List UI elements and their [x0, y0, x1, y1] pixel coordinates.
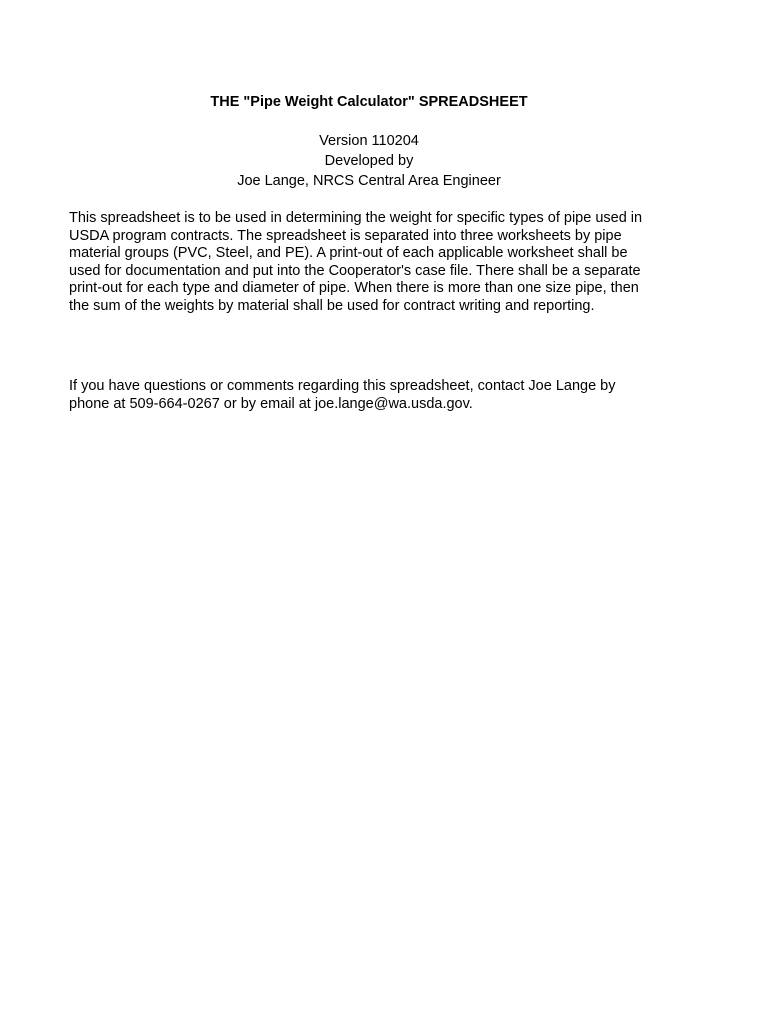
contact-line: phone at 509-664-0267 or by email at joe.lange@wa.usda.gov.	[69, 395, 473, 412]
developed-by-label: Developed by	[324, 153, 414, 169]
document-title: THE "Pipe Weight Calculator" SPREADSHEET	[210, 94, 528, 110]
contact-paragraph	[69, 378, 679, 413]
author-label: Joe Lange, NRCS Central Area Engineer	[237, 173, 501, 189]
version-label: Version 110204	[319, 133, 419, 149]
description-line: This spreadsheet is to be used in determining the weight for specific types of pipe used in	[69, 210, 643, 226]
description-line: used for documentation and put into the Cooperator's case file. There shall be a separate	[69, 262, 641, 279]
description-line: USDA program contracts. The spreadsheet is separated into three worksheets by pipe	[69, 227, 622, 244]
contact-line: If you have questions or comments regarding this spreadsheet, contact Joe Lange by	[69, 378, 616, 394]
credits-block	[0, 131, 738, 191]
description-paragraph	[69, 210, 679, 315]
description-line: print-out for each type and diameter of pipe. When there is more than one size pipe, then	[69, 280, 639, 296]
description-line: material groups (PVC, Steel, and PE). A print-out of each applicable worksheet shall be	[69, 245, 628, 261]
description-line: the sum of the weights by material shall be used for contract writing and reporting.	[69, 297, 595, 314]
